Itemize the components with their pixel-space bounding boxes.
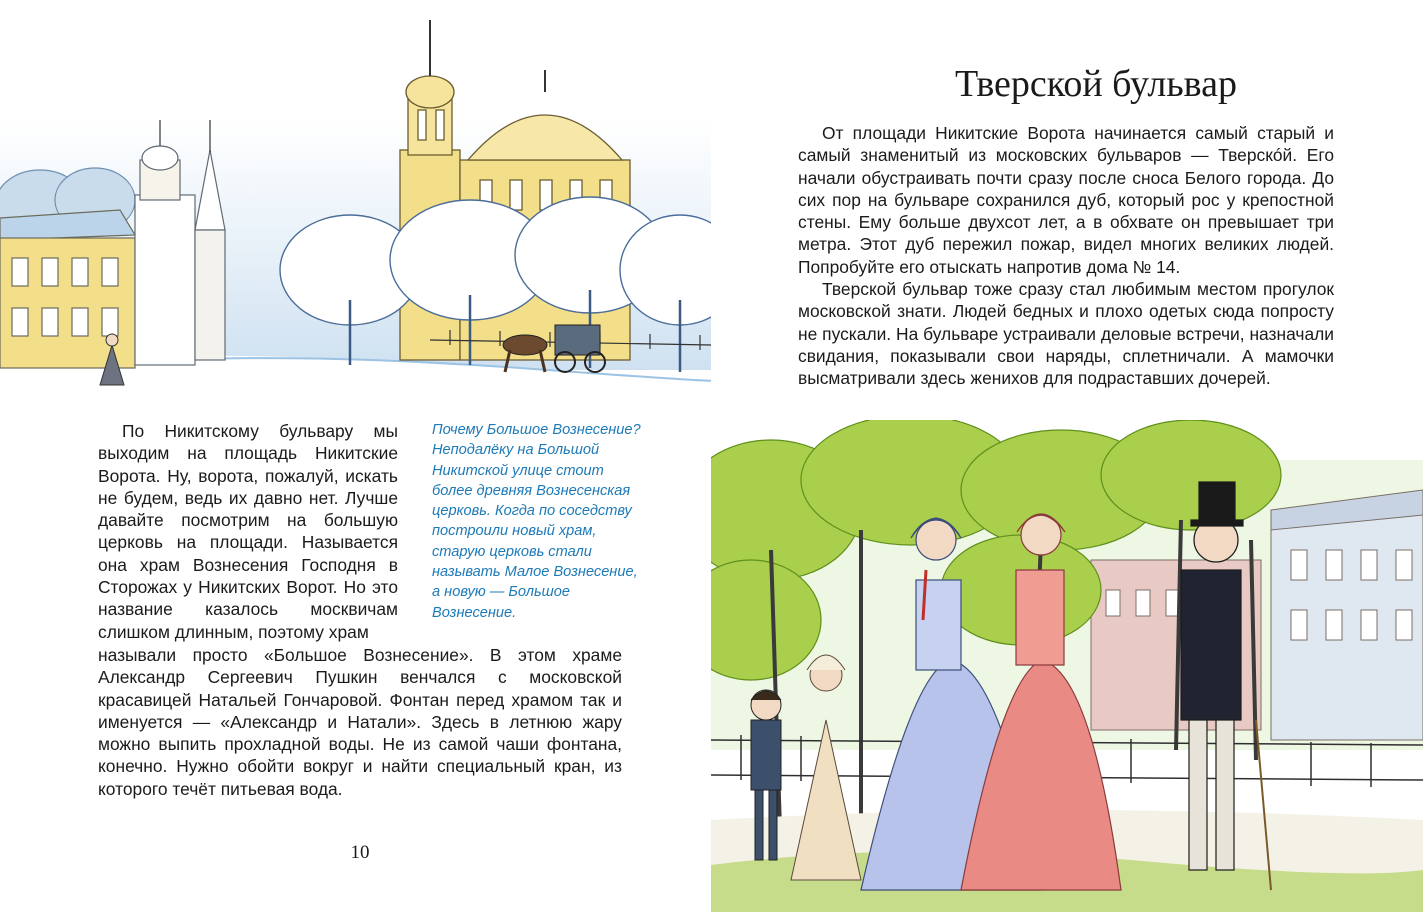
chapter-paragraph: Тверской бульвар тоже сразу стал любимым местом прогулок московской знати. Людей бедных и плохо одетых сюда попросту не пускали. На бульваре устраивали деловые встречи, назначали свидания, показывали свои наряды, сплетничали. А мамочки высматривали здесь женихов для подраставших дочерей. (798, 279, 1334, 389)
boulevard-walk-illustration (711, 420, 1423, 912)
chapter-title: Тверской бульвар (955, 63, 1237, 105)
winter-church-illustration (0, 0, 711, 400)
intro-paragraph-text: По Никитскому бульвару мы выходим на площадь Никитские Ворота. Ну, ворота, пожалуй, искать не будем, ведь их давно нет. Лучше давайте посмотрим на большую церковь на площади. Называется она храм Вознесения Господня в Сторожах у Никитских Ворот. Но это название казалось москвичам слишком длинным, поэтому храм (98, 421, 398, 642)
chapter-body (798, 122, 1334, 390)
sidenote: Почему Большое Вознесение? Неподалёку на Большой Никитской улице стоит более древняя Вознесенская церковь. Когда по соседству построили новый храм, старую церковь стали называть Малое Вознесение, а новую — Большое Вознесение. (432, 422, 641, 621)
page-number: 10 (350, 842, 370, 863)
left-page (0, 0, 711, 912)
continued-paragraph (98, 644, 622, 800)
continued-paragraph-text: называли просто «Большое Вознесение». В этом храме Александр Сергеевич Пушкин венчался с московской красавицей Натальей Гончаровой. Фонтан перед храмом так и именуется — «Александр и Натали». Здесь в летнюю жару можно выпить прохладной воды. Не из самой чаши фонтана, конечно. Нужно обойти вокруг и найти специальный кран, из которого течёт питьевая вода. (98, 645, 622, 799)
right-page (711, 0, 1423, 912)
intro-paragraph (98, 420, 398, 643)
chapter-paragraph: От площади Никитские Ворота начинается самый старый и самый знаменитый из московских бульваров — Тверскóй. Его начали обустраивать почти сразу после сноса Белого города. До сих пор на бульваре сохранился дуб, который рос у крепостной стены. Ему больше двухсот лет, а в обхвате он превышает три метра. Этот дуб пережил пожар, видел многих великих людей. Попробуйте его отыскать напротив дома № 14. (798, 123, 1334, 277)
